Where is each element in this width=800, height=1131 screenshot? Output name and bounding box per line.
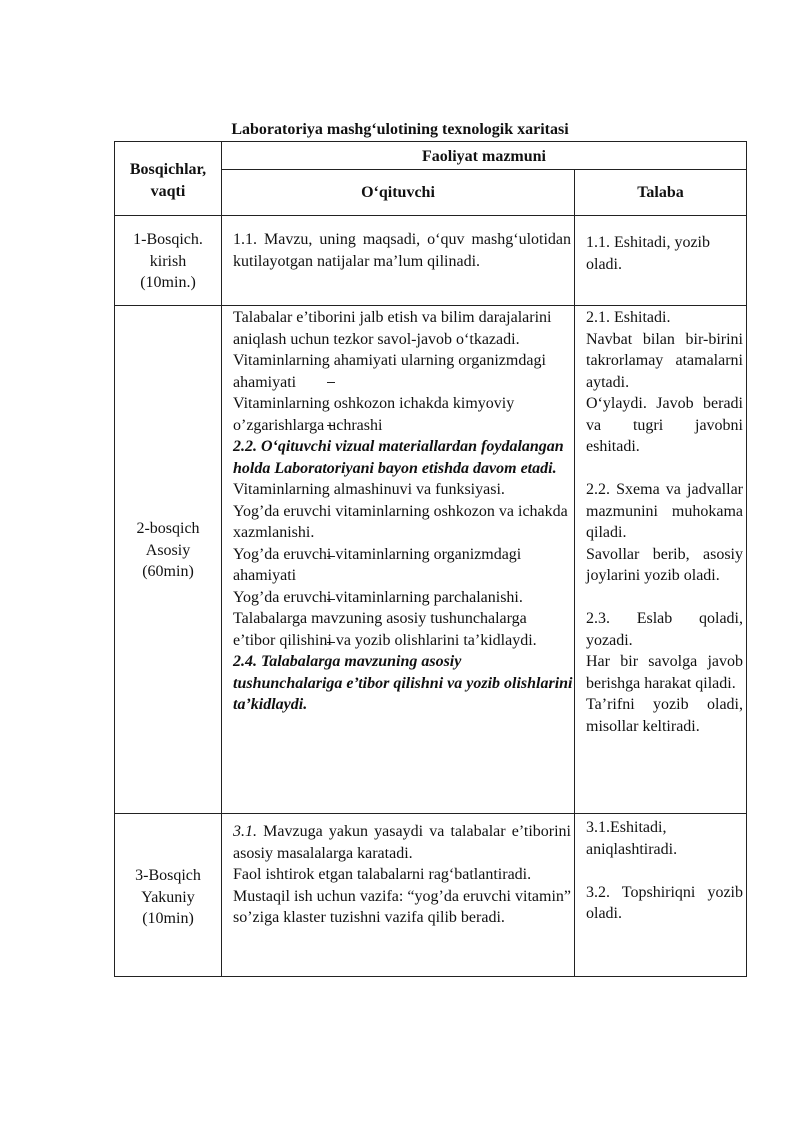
student-text: 1.1. Eshitadi, yozib oladi. (586, 234, 710, 273)
header-teacher: O‘qituvchi (361, 184, 435, 201)
stage-3-line: (10min) (142, 910, 194, 927)
student-text: 2.1. Eshitadi. (586, 309, 671, 326)
student-text: 2.3. Eslab qoladi, yozadi. (586, 610, 743, 649)
header-activity: Faoliyat mazmuni (422, 148, 546, 165)
teacher-text: Faol ishtirok etgan talabalarni rag‘batlantiradi. (233, 866, 532, 883)
row1-teacher (233, 229, 571, 272)
teacher-text: Yog’da eruvchi vitaminlarning parchalanishi. (233, 588, 523, 606)
row2-teacher (233, 307, 573, 716)
stage-2 (115, 518, 221, 583)
stage-2-line: (60min) (142, 563, 194, 580)
teacher-text: Yog’da eruvchi vitaminlarning organizmdagi ahamiyati (233, 545, 522, 584)
teacher-text: Talabalarga mavzuning asosiy tushunchalarga e’tibor qilishini va yozib olishlarini ta’kidlaydi. (233, 610, 537, 649)
teacher-text-italic: 3.1. (233, 823, 257, 840)
student-text: Ta’rifni yozib oladi, misollar keltiradi. (586, 696, 743, 735)
column-divider-stage (221, 141, 222, 977)
column-divider-student (574, 169, 575, 977)
teacher-text: Vitaminlarning ahamiyati ularning organizmdagi ahamiyati (233, 352, 546, 391)
stage-3 (115, 865, 221, 930)
teacher-text: Mavzuga yakun yasaydi va talabalar e’tiborini asosiy masalalarga karatadi. (233, 823, 571, 862)
student-text: Savollar berib, asosiy joylarini yozib oladi. (586, 545, 743, 584)
row3-student (586, 817, 743, 925)
student-text: O‘ylaydi. Javob beradi va tugri javobni eshitadi. (586, 395, 743, 455)
teacher-text: Talabalar e’tiborini jalb etish va bilim darajalarini aniqlash uchun tezkor savol-javob o‘tkazadi. (233, 309, 552, 348)
header-bottom-line (114, 215, 747, 216)
table-border-bottom (114, 976, 747, 977)
teacher-text (233, 821, 571, 864)
stage-2-line: 2-bosqich (136, 520, 200, 537)
teacher-text-emphasis: 2.4. Talabalarga mavzuning asosiy tushunchalariga e’tibor qilishni va yozib olishlarini ta’kidlaydi. (233, 653, 573, 713)
student-text: 3.2. Topshiriqni yozib oladi. (586, 883, 743, 922)
header-student: Talaba (637, 184, 684, 201)
header-stage: Bosqichlar, vaqti (129, 161, 207, 200)
student-text: 3.1.Eshitadi, aniqlashtiradi. (586, 819, 678, 858)
row3-teacher (233, 821, 571, 929)
stage-1 (115, 229, 221, 294)
teacher-text: 1.1. Mavzu, uning maqsadi, o‘quv mashg‘ulotidan kutilayotgan natijalar ma’lum qilinadi. (233, 231, 571, 270)
header-subdivider (221, 169, 747, 170)
student-text: 2.2. Sxema va jadvallar mazmunini muhokama qiladi. (586, 481, 743, 541)
student-text: Har bir savolga javob berishga harakat qiladi. (586, 653, 743, 692)
teacher-text: Mustaqil ish uchun vazifa: “yog’da eruvchi vitamin” so’ziga klaster tuzishni vazifa qilib beradi. (233, 887, 571, 926)
stage-1-line: 1-Bosqich. (133, 231, 203, 248)
teacher-text-emphasis: 2.2. O‘qituvchi vizual materiallardan foydalangan holda Laboratoriyani bayon etishda davom etadi. (233, 438, 564, 477)
stage-2-line: Asosiy (145, 541, 191, 559)
stage-1-line: kirish (149, 252, 187, 270)
table-border-right (746, 141, 747, 977)
row2-bottom-line (114, 813, 747, 814)
row2-student (586, 307, 743, 737)
row1-bottom-line (114, 305, 747, 306)
row1-student (586, 232, 741, 275)
stage-3-line: Yakuniy (141, 888, 195, 906)
teacher-text: Vitaminlarning oshkozon ichakda kimyoviy o’zgarishlarga uchrashi (233, 395, 515, 434)
teacher-text: Vitaminlarning almashinuvi va funksiyasi. (233, 481, 505, 498)
technology-map-table (114, 141, 747, 977)
student-text: Navbat bilan bir-birini takrorlamay atamalarni aytadi. (586, 330, 743, 391)
stage-1-line: (10min.) (140, 274, 196, 291)
table-border-top (114, 141, 747, 142)
teacher-text: Yog’da eruvchi vitaminlarning oshkozon va ichakda xazmlanishi. (233, 502, 568, 541)
stage-3-line: 3-Bosqich (135, 867, 201, 884)
document-title: Laboratoriya mashg‘ulotining texnologik xaritasi (231, 121, 569, 138)
